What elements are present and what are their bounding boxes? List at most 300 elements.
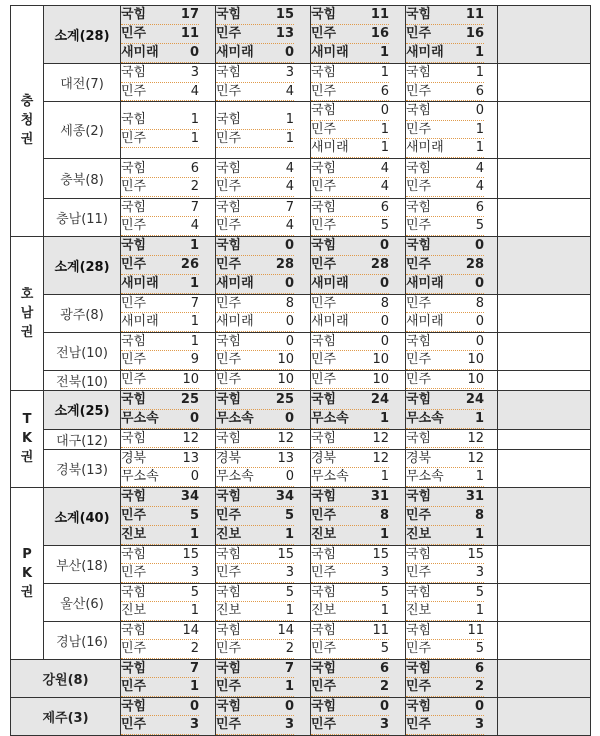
seat-count: 1 — [380, 469, 389, 484]
seat-count: 1 — [284, 679, 294, 694]
seat-count: 5 — [380, 584, 389, 600]
party-seat-entry — [121, 507, 199, 526]
party-seat-entry — [406, 333, 484, 352]
forecast-cell-1 — [121, 102, 216, 159]
party-name: 진보 — [311, 526, 337, 542]
party-seat-entry — [121, 351, 199, 370]
seat-count: 5 — [190, 584, 199, 600]
seat-count: 0 — [475, 314, 484, 329]
party-name: 국힘 — [121, 622, 147, 638]
party-seat-entry — [311, 450, 389, 469]
forecast-cell-3 — [311, 659, 406, 697]
party-seat-entry — [121, 83, 199, 102]
forecast-cell-2 — [216, 64, 311, 102]
seat-count: 0 — [190, 469, 199, 484]
subregion-label: 전남(10) — [44, 332, 121, 370]
party-name: 국힘 — [216, 160, 242, 176]
party-seat-entry — [406, 160, 484, 179]
seat-count: 0 — [379, 275, 389, 291]
party-name: 국힘 — [406, 660, 432, 676]
party-name: 국힘 — [216, 199, 242, 215]
table-row — [11, 332, 591, 370]
party-name: 국힘 — [121, 584, 147, 600]
party-name: 민주 — [121, 26, 147, 41]
seat-count: 1 — [380, 140, 389, 155]
forecast-cell-3 — [311, 583, 406, 621]
party-seat-entry — [216, 64, 294, 83]
party-name: 민주 — [216, 371, 242, 387]
seat-count: 7 — [284, 660, 294, 676]
seat-count: 0 — [189, 45, 199, 60]
party-name: 민주 — [311, 121, 337, 137]
party-name: 민주 — [311, 641, 337, 656]
seat-count: 4 — [475, 179, 484, 194]
seat-count: 0 — [189, 698, 199, 714]
party-name: 민주 — [121, 179, 147, 194]
party-seat-entry — [216, 199, 294, 218]
party-name: 무소속 — [216, 469, 254, 484]
empty-cell — [498, 6, 591, 64]
party-seat-entry — [121, 526, 199, 545]
party-seat-entry — [406, 546, 484, 565]
table-row — [11, 158, 591, 198]
forecast-cell-3 — [311, 697, 406, 735]
empty-cell — [498, 236, 591, 294]
forecast-cell-2 — [216, 449, 311, 487]
forecast-cell-4 — [406, 429, 498, 449]
seat-count: 0 — [285, 333, 294, 349]
party-seat-entry — [406, 698, 484, 717]
seat-count: 0 — [285, 469, 294, 484]
forecast-cell-4 — [406, 659, 498, 697]
party-name: 민주 — [216, 218, 242, 233]
seat-count: 0 — [380, 314, 389, 329]
party-seat-entry — [216, 217, 294, 236]
party-name: 민주 — [121, 218, 147, 233]
party-seat-entry — [406, 391, 484, 410]
seat-count: 0 — [379, 698, 389, 714]
party-name: 민주 — [216, 256, 242, 272]
party-name: 국힘 — [406, 430, 432, 446]
party-seat-entry — [311, 602, 389, 621]
party-name: 진보 — [406, 526, 432, 542]
seat-count: 0 — [284, 275, 294, 291]
seat-count: 0 — [284, 45, 294, 60]
forecast-cell-3 — [311, 236, 406, 294]
seat-count: 4 — [190, 83, 199, 99]
seat-count: 3 — [285, 65, 294, 80]
party-seat-entry — [406, 83, 484, 102]
party-seat-entry — [216, 698, 294, 717]
seat-count: 6 — [475, 199, 484, 215]
party-seat-entry — [216, 546, 294, 565]
forecast-cell-4 — [406, 6, 498, 64]
party-name: 민주 — [216, 295, 242, 311]
seat-count: 0 — [474, 275, 484, 291]
party-name: 민주 — [311, 256, 337, 272]
party-name: 국힘 — [311, 391, 337, 407]
forecast-cell-4 — [406, 487, 498, 545]
party-name: 국힘 — [216, 65, 242, 80]
party-seat-entry — [121, 546, 199, 565]
seat-count: 24 — [370, 391, 389, 407]
party-seat-entry — [121, 371, 199, 390]
party-name: 경북 — [406, 450, 432, 466]
seat-count: 3 — [284, 717, 294, 732]
seat-count: 17 — [180, 7, 199, 22]
region-label-char: 권 — [20, 584, 34, 600]
forecast-cell-4 — [406, 198, 498, 236]
party-seat-entry — [311, 546, 389, 565]
party-seat-entry — [216, 275, 294, 294]
party-seat-entry — [311, 622, 389, 641]
party-seat-entry — [311, 160, 389, 179]
party-seat-entry — [216, 111, 294, 130]
party-name: 무소속 — [216, 410, 254, 426]
party-name: 새미래 — [216, 45, 254, 60]
party-name: 국힘 — [216, 7, 242, 22]
party-name: 민주 — [121, 507, 147, 523]
empty-cell — [498, 102, 591, 159]
forecast-cell-3 — [311, 449, 406, 487]
party-seat-entry — [216, 622, 294, 641]
seat-count: 4 — [380, 160, 389, 176]
party-seat-entry — [216, 468, 294, 487]
seat-count: 28 — [465, 256, 484, 272]
party-name: 국힘 — [216, 584, 242, 600]
party-seat-entry — [121, 25, 199, 44]
party-seat-entry — [216, 295, 294, 314]
party-seat-entry — [216, 178, 294, 197]
forecast-cell-4 — [406, 370, 498, 390]
seat-count: 0 — [475, 103, 484, 118]
forecast-cell-1 — [121, 64, 216, 102]
party-name: 민주 — [216, 641, 242, 656]
party-name: 국힘 — [121, 237, 147, 253]
empty-cell — [498, 332, 591, 370]
party-name: 민주 — [406, 121, 432, 137]
table-row — [11, 545, 591, 583]
party-name: 국힘 — [311, 199, 337, 215]
seat-count: 7 — [189, 660, 199, 676]
seat-count: 1 — [380, 65, 389, 80]
forecast-cell-1 — [121, 659, 216, 697]
subregion-label: 대전(7) — [44, 64, 121, 102]
party-seat-entry — [406, 6, 484, 25]
party-seat-entry — [311, 217, 389, 236]
party-name: 국힘 — [406, 160, 432, 176]
forecast-cell-1 — [121, 236, 216, 294]
party-name: 민주 — [311, 565, 337, 580]
party-name: 민주 — [121, 295, 147, 311]
party-name: 민주 — [311, 507, 337, 523]
party-name: 국힘 — [121, 488, 147, 504]
empty-cell — [498, 545, 591, 583]
forecast-cell-3 — [311, 332, 406, 370]
forecast-cell-4 — [406, 102, 498, 159]
seat-count: 13 — [275, 26, 294, 41]
party-name: 경북 — [311, 450, 337, 466]
seat-count: 10 — [277, 371, 294, 387]
party-name: 민주 — [121, 256, 147, 272]
party-name: 민주 — [216, 565, 242, 580]
seat-count: 1 — [285, 130, 294, 146]
seat-count: 1 — [380, 121, 389, 137]
forecast-cell-2 — [216, 621, 311, 659]
party-seat-entry — [216, 160, 294, 179]
party-name: 국힘 — [121, 160, 147, 176]
party-seat-entry — [121, 564, 199, 583]
region-label-char: 권 — [20, 324, 34, 340]
party-seat-entry — [216, 83, 294, 102]
party-seat-entry — [121, 468, 199, 487]
party-seat-entry — [406, 275, 484, 294]
region-group-label — [11, 390, 44, 487]
forecast-cell-3 — [311, 390, 406, 429]
region-name-cell: 강원(8) — [11, 659, 121, 697]
party-name: 민주 — [311, 352, 337, 367]
subregion-label: 광주(8) — [44, 294, 121, 332]
table-row — [11, 294, 591, 332]
party-name: 국힘 — [311, 65, 337, 80]
party-name: 국힘 — [216, 112, 242, 128]
seat-count: 15 — [372, 546, 389, 562]
forecast-cell-2 — [216, 429, 311, 449]
seat-count: 6 — [474, 660, 484, 676]
party-seat-entry — [311, 488, 389, 507]
party-name: 민주 — [216, 352, 242, 367]
seat-count: 10 — [467, 371, 484, 387]
party-name: 경북 — [121, 450, 147, 466]
empty-cell — [498, 390, 591, 429]
seat-count: 10 — [467, 352, 484, 367]
forecast-cell-2 — [216, 370, 311, 390]
party-name: 국힘 — [406, 546, 432, 562]
seat-count: 34 — [180, 488, 199, 504]
forecast-cell-3 — [311, 370, 406, 390]
seat-count: 1 — [474, 410, 484, 426]
forecast-cell-2 — [216, 294, 311, 332]
seat-count: 0 — [285, 314, 294, 329]
seat-count: 26 — [180, 256, 199, 272]
seat-count: 11 — [180, 26, 199, 41]
party-name: 진보 — [121, 603, 147, 618]
party-name: 국힘 — [406, 333, 432, 349]
party-seat-entry — [311, 178, 389, 197]
forecast-cell-4 — [406, 236, 498, 294]
seat-count: 1 — [285, 603, 294, 618]
party-name: 무소속 — [121, 469, 159, 484]
party-seat-entry — [121, 678, 199, 697]
party-seat-entry — [406, 121, 484, 140]
party-seat-entry — [311, 660, 389, 679]
party-name: 새미래 — [216, 314, 254, 329]
party-seat-entry — [406, 371, 484, 390]
party-seat-entry — [406, 102, 484, 121]
party-name: 국힘 — [216, 546, 242, 562]
subregion-label: 충남(11) — [44, 198, 121, 236]
party-name: 민주 — [121, 371, 147, 387]
forecast-cell-4 — [406, 449, 498, 487]
party-name: 국힘 — [121, 199, 147, 215]
table-row — [11, 198, 591, 236]
party-seat-entry — [311, 430, 389, 449]
party-seat-entry — [406, 139, 484, 158]
empty-cell — [498, 583, 591, 621]
forecast-cell-1 — [121, 487, 216, 545]
forecast-cell-3 — [311, 6, 406, 64]
party-seat-entry — [311, 139, 389, 158]
party-name: 민주 — [121, 565, 147, 580]
forecast-cell-2 — [216, 158, 311, 198]
party-seat-entry — [311, 295, 389, 314]
party-seat-entry — [121, 698, 199, 717]
party-seat-entry — [311, 275, 389, 294]
seat-count: 1 — [475, 603, 484, 618]
subregion-label: 대구(12) — [44, 429, 121, 449]
party-name: 새미래 — [406, 275, 444, 291]
forecast-cell-3 — [311, 621, 406, 659]
party-name: 국힘 — [311, 660, 337, 676]
region-label-char: P — [22, 546, 32, 562]
forecast-cell-2 — [216, 659, 311, 697]
party-name: 새미래 — [121, 45, 159, 60]
empty-cell — [498, 64, 591, 102]
party-seat-entry — [216, 584, 294, 603]
seat-count: 11 — [467, 622, 484, 638]
party-name: 국힘 — [216, 237, 242, 253]
seat-count: 2 — [190, 641, 199, 656]
seat-count: 6 — [379, 660, 389, 676]
seat-count: 0 — [379, 237, 389, 253]
party-seat-entry — [311, 6, 389, 25]
party-seat-entry — [121, 450, 199, 469]
table-row — [11, 449, 591, 487]
region-name-cell: 제주(3) — [11, 697, 121, 735]
forecast-cell-1 — [121, 545, 216, 583]
subtotal-label: 소계(40) — [44, 487, 121, 545]
subregion-label: 울산(6) — [44, 583, 121, 621]
party-name: 민주 — [311, 179, 337, 194]
seat-count: 12 — [467, 430, 484, 446]
party-seat-entry — [121, 584, 199, 603]
party-name: 새미래 — [121, 314, 159, 329]
table-row — [11, 659, 591, 697]
party-name: 민주 — [311, 717, 337, 732]
empty-cell — [498, 621, 591, 659]
party-seat-entry — [406, 602, 484, 621]
region-label-char: 충 — [20, 94, 34, 110]
seat-count: 28 — [370, 256, 389, 272]
party-seat-entry — [406, 256, 484, 275]
party-seat-entry — [216, 130, 294, 149]
party-name: 국힘 — [406, 488, 432, 504]
party-name: 민주 — [216, 83, 242, 99]
party-seat-entry — [311, 121, 389, 140]
forecast-cell-2 — [216, 583, 311, 621]
party-seat-entry — [121, 275, 199, 294]
table-row — [11, 370, 591, 390]
table-row — [11, 583, 591, 621]
party-name: 민주 — [216, 130, 242, 146]
seat-count: 12 — [277, 430, 294, 446]
table-row — [11, 390, 591, 429]
party-name: 민주 — [406, 179, 432, 194]
party-name: 국힘 — [311, 7, 337, 22]
party-seat-entry — [216, 564, 294, 583]
seat-count: 7 — [190, 199, 199, 215]
seat-count: 0 — [284, 698, 294, 714]
forecast-cell-1 — [121, 198, 216, 236]
empty-cell — [498, 659, 591, 697]
party-seat-entry — [216, 256, 294, 275]
forecast-cell-3 — [311, 545, 406, 583]
forecast-cell-1 — [121, 583, 216, 621]
party-name: 민주 — [311, 83, 337, 99]
party-name: 국힘 — [121, 430, 147, 446]
seat-count: 5 — [285, 584, 294, 600]
party-name: 민주 — [216, 179, 242, 194]
party-name: 새미래 — [311, 275, 349, 291]
party-seat-entry — [216, 450, 294, 469]
party-name: 국힘 — [216, 333, 242, 349]
party-seat-entry — [406, 640, 484, 659]
party-seat-entry — [311, 678, 389, 697]
party-name: 민주 — [216, 679, 242, 694]
party-name: 국힘 — [311, 698, 337, 714]
party-seat-entry — [121, 640, 199, 659]
party-name: 국힘 — [311, 237, 337, 253]
party-name: 국힘 — [121, 7, 147, 22]
party-seat-entry — [216, 640, 294, 659]
forecast-cell-3 — [311, 429, 406, 449]
party-name: 민주 — [121, 130, 147, 146]
forecast-cell-2 — [216, 487, 311, 545]
party-seat-entry — [121, 602, 199, 621]
party-seat-entry — [121, 488, 199, 507]
seat-count: 3 — [190, 565, 199, 580]
seat-count: 4 — [285, 179, 294, 194]
party-name: 민주 — [121, 83, 147, 99]
party-name: 국힘 — [311, 488, 337, 504]
seat-count: 2 — [474, 679, 484, 694]
party-name: 국힘 — [406, 622, 432, 638]
party-seat-entry — [121, 6, 199, 25]
party-seat-entry — [311, 564, 389, 583]
party-name: 국힘 — [406, 7, 432, 22]
seat-count: 1 — [190, 130, 199, 146]
seat-count: 1 — [475, 140, 484, 155]
party-name: 민주 — [311, 26, 337, 41]
empty-cell — [498, 429, 591, 449]
table-row — [11, 697, 591, 735]
party-seat-entry — [216, 716, 294, 735]
seat-count: 8 — [474, 507, 484, 523]
party-name: 국힘 — [406, 65, 432, 80]
seat-count: 14 — [182, 622, 199, 638]
party-name: 새미래 — [121, 275, 159, 291]
seat-count: 3 — [380, 565, 389, 580]
party-name: 국힘 — [121, 65, 147, 80]
seat-count: 2 — [285, 641, 294, 656]
forecast-cell-2 — [216, 697, 311, 735]
party-name: 민주 — [406, 371, 432, 387]
seat-count: 11 — [465, 7, 484, 22]
party-name: 국힘 — [311, 622, 337, 638]
seat-count: 10 — [182, 371, 199, 387]
seat-count: 15 — [467, 546, 484, 562]
seat-count: 5 — [380, 641, 389, 656]
